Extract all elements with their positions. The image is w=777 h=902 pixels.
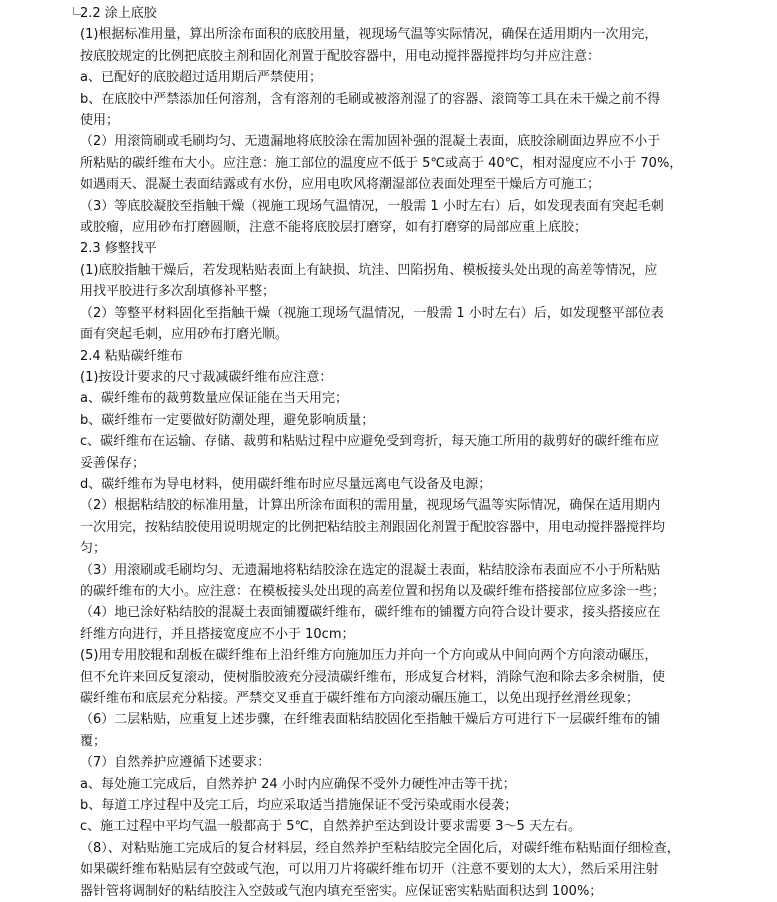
text-line: （8）、对粘贴施工完成后的复合材料层，经自然养护至粘结胶完全固化后，对碳纤维布粘贴面仔细检查， xyxy=(80,840,680,856)
text-line: a、每处施工完成后，自然养护 24 小时内应确保不受外力硬性冲击等干扰； xyxy=(80,776,516,792)
text-line: (1)根据标准用量，算出所涂布面积的底胶用量，视现场气温等实际情况，确保在适用期内一次用完， xyxy=(80,27,658,43)
text-line: 使用； xyxy=(80,113,120,129)
text-line: 2.4 粘贴碳纤维布 xyxy=(80,348,183,364)
text-line: 按底胶规定的比例把底胶主剂和固化剂置于配胶容器中，用电动搅拌器搅拌均匀并应注意： xyxy=(80,48,601,64)
text-line: 器针管将调制好的粘结胶注入空鼓或气泡内填充至密实。应保证密实粘贴面积达到 100%； xyxy=(80,883,603,899)
text-line: b、每道工序过程中及完工后，均应采取适当措施保证不受污染或雨水侵袭； xyxy=(80,798,518,814)
text-line: c、碳纤维布在运输、存储、裁剪和粘贴过程中应避免受到弯折，每天施工所用的裁剪好的碳纤维布应 xyxy=(80,434,660,450)
text-line: 2.2 涂上底胶 xyxy=(80,6,157,21)
text-line: d、碳纤维布为导电材料，使用碳纤维布时应尽量远离电气设备及电源； xyxy=(80,476,492,492)
text-line: 匀； xyxy=(80,541,107,557)
text-line: 或胶瘤，应用砂布打磨圆顺，注意不能将底胶层打磨穿，如有打磨穿的局部应重上底胶； xyxy=(80,220,588,236)
text-line: 一次用完，按粘结胶使用说明规定的比例把粘结胶主剂跟固化剂置于配胶容器中，用电动搅拌器搅拌均 xyxy=(80,519,666,535)
text-line: （2）根据粘结胶的标准用量，计算出所涂布面积的需用量，视现场气温等实际情况，确保在适用期内 xyxy=(80,498,661,514)
text-line: c、施工过程中平均气温一般都高于 5℃，自然养护至达到设计要求需要 3～5 天左右。 xyxy=(80,819,581,835)
text-line: 妥善保存； xyxy=(80,455,146,471)
text-line: (1)按设计要求的尺寸裁减碳纤维布应注意： xyxy=(80,369,333,385)
text-line: （7）自然养护应遵循下述要求： xyxy=(80,755,271,771)
text-line: b、碳纤维布一定要做好防潮处理，避免影响质量； xyxy=(80,412,375,428)
text-line: 覆； xyxy=(80,733,107,749)
text-line: 面有突起毛刺，应用砂布打磨光顺。 xyxy=(80,327,289,343)
text-line: 的碳纤维布的大小。应注意：在模板接头处出现的高差位置和拐角以及碳纤维布搭接部位应多涂一些； xyxy=(80,583,666,599)
document-body xyxy=(80,3,763,902)
text-line: 碳纤维布和底层充分粘接。严禁交叉垂直于碳纤维布方向滚动碾压施工，以免出现抒丝滑丝现象； xyxy=(80,691,640,706)
text-line: (5)用专用胶辊和刮板在碳纤维布上沿纤维方向施加压力并向一个方向或从中间向两个方向滚动碾压， xyxy=(80,648,658,664)
text-line: 纤维方向进行，并且搭接宽度应不小于 10cm； xyxy=(80,626,355,642)
text-line: （2）用滚筒刷或毛刷均匀、无遗漏地将底胶涂在需加固补强的混凝土表面，底胶涂刷面边界应不小于 xyxy=(80,134,661,150)
text-line: （6）二层粘贴，应重复上述步骤，在纤维表面粘结胶固化至指触干燥后方可进行下一层碳纤维布的铺 xyxy=(80,712,661,728)
text-line: 如果碳纤维布粘贴层有空鼓或气泡，可以用刀片将碳纤维布切开（注意不要划的太大），然后采用注射 xyxy=(80,862,659,878)
text-line: 但不允许来回反复滚动，使树脂胶液充分浸渍碳纤维布，形成复合材料，消除气泡和除去多余树脂，使 xyxy=(80,669,666,685)
text-line: （4）地已涂好粘结胶的混凝土表面铺覆碳纤维布，碳纤维布的铺覆方向符合设计要求，接头搭接应在 xyxy=(80,605,661,621)
text-line: （3）用滚刷或毛刷均匀、无遗漏地将粘结胶涂在选定的混凝土表面，粘结胶涂布表面应不小于所粘贴 xyxy=(80,562,661,578)
text-line: 所粘贴的碳纤维布大小。应注意：施工部位的温度应不低于 5℃或高于 40℃，相对湿度应不小于 70%， xyxy=(80,155,683,171)
text-line: （2）等整平材料固化至指触干燥（视施工现场气温情况，一般需 1 小时左右）后，如发现整平部位表 xyxy=(80,305,664,321)
text-line: 2.3 修整找平 xyxy=(80,241,157,257)
text-line: a、已配好的底胶超过适用期后严禁使用； xyxy=(80,70,322,86)
text-line: b、在底胶中严禁添加任何溶剂，含有溶剂的毛刷或被溶剂湿了的容器、滚筒等工具在未干燥之前不得 xyxy=(80,91,661,107)
text-line: (1)底胶指触干燥后，若发现粘贴表面上有缺损、坑洼、凹陷拐角、模板接头处出现的高差等情况，应 xyxy=(80,262,658,278)
text-line: 用找平胶进行多次刮填修补平整； xyxy=(80,284,276,300)
text-line: （3）等底胶凝胶至指触干燥（视施工现场气温情况，一般需 1 小时左右）后，如发现表面有突起毛刺 xyxy=(80,198,664,214)
margin-corner-mark xyxy=(73,7,81,15)
text-line: a、碳纤维布的裁剪数量应保证能在当天用完； xyxy=(80,391,348,407)
text-line: 如遇雨天、混凝土表面结露或有水份，应用电吹风将潮湿部位表面处理至干燥后方可施工； xyxy=(80,177,601,193)
